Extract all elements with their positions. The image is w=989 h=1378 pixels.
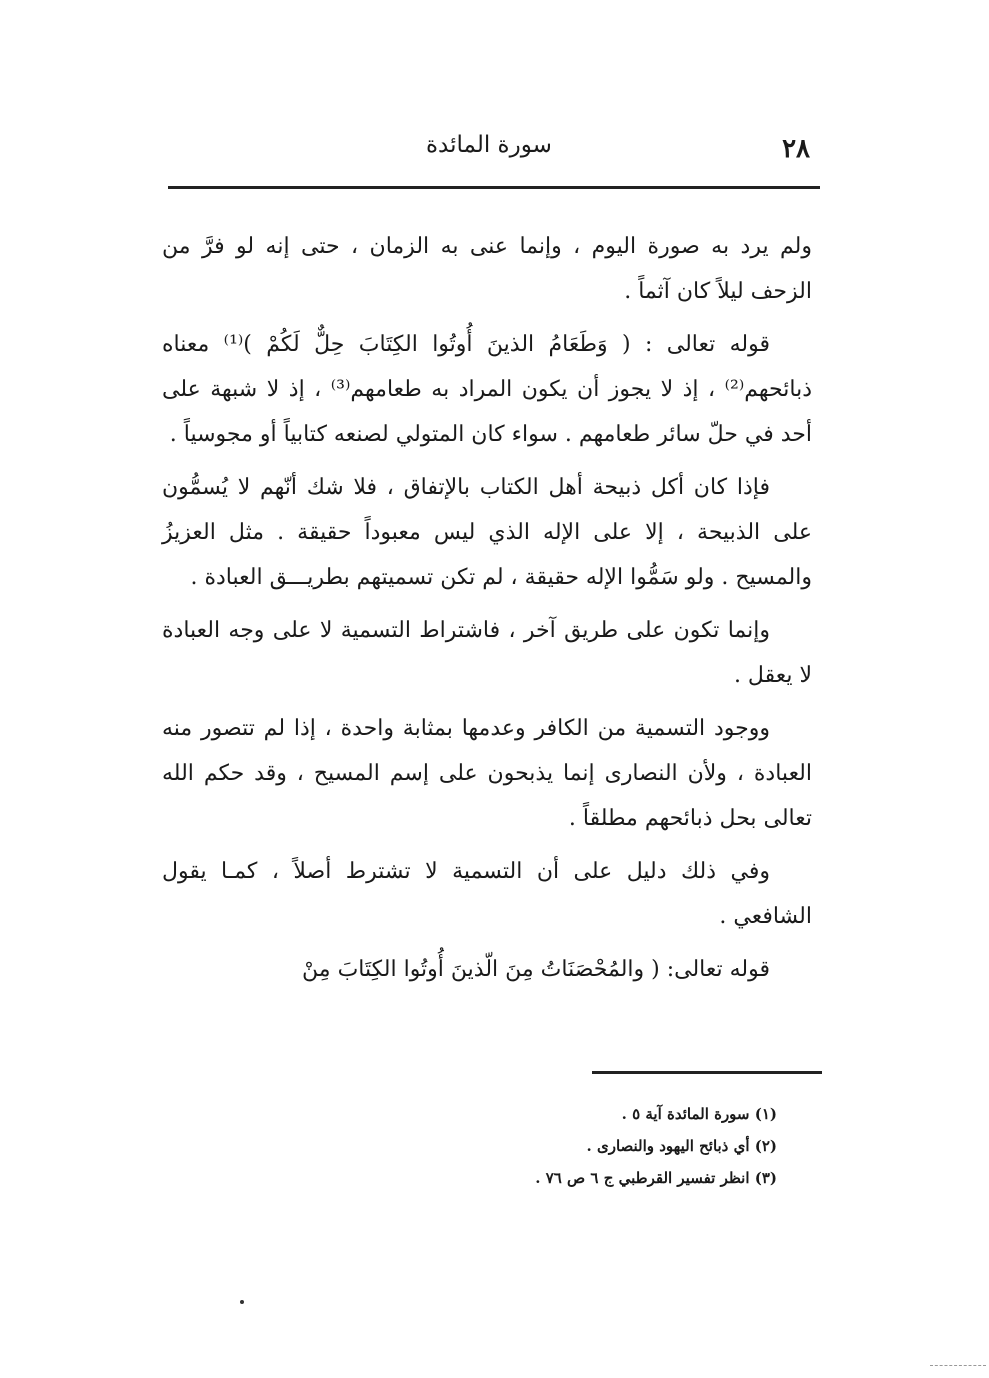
page-number: ٢٨ — [782, 134, 810, 164]
body-text — [162, 224, 812, 1000]
page-header — [168, 128, 816, 168]
footnote-1: (١) سورة المائدة آية ٥ . — [621, 1105, 777, 1123]
paragraph-7: قوله تعالى: ( والمُحْصَنَاتُ مِنَ الّذينَ أُوتُوا الكِتَابَ مِنْ — [302, 957, 770, 982]
footnote-3: (٣) انظر تفسير القرطبي ج ٦ ص ٧٦ . — [535, 1169, 777, 1187]
paragraph-3: فإذا كان أكل ذبيحة أهل الكتاب بالإتفاق ، فلا شك أنّهم لا يُسمُّون على الذبيحة ، إلا على الإله الذي ليس معبوداً حقيقة . مثل العزيزُ والمسيح . ولو سَمُّوا الإله حقيقة ، لم تكن تسميتهم بطريـــق العبادة . — [162, 475, 812, 590]
paragraph-5: ووجود التسمية من الكافر وعدمها بمثابة واحدة ، إذا لم تتصور منه العبادة ، ولأن النصارى إنما يذبحون على إسم المسيح ، وقد حكم الله تعالى بحل ذبائحهم مطلقاً . — [162, 716, 812, 831]
footnotes — [357, 1098, 777, 1194]
running-title: سورة المائدة — [426, 132, 552, 158]
scan-speck — [240, 1300, 244, 1304]
paragraph-1: ولم يرد به صورة اليوم ، وإنما عنى به الزمان ، حتى إنه لو فرَّ من الزحف ليلاً كان آثماً . — [162, 234, 812, 304]
footnote-2: (٢) أي ذبائح اليهود والنصارى . — [586, 1137, 777, 1155]
scan-edge-mark — [930, 1365, 986, 1367]
header-rule — [168, 186, 820, 189]
paragraph-6: وفي ذلك دليل على أن التسمية لا تشترط أصلاً ، كمـا يقول الشافعي . — [162, 859, 812, 929]
paragraph-2: قوله تعالى : ( وَطَعَامُ الذينَ أُوتُوا الكِتَابَ حِلٌّ لَكُمْ )⁽¹⁾ معناه ذبائحهم⁽²⁾ ، إذ لا يجوز أن يكون المراد به طعامهم⁽³⁾ ، إذ لا شبهة على أحد في حلّ سائر طعامهم . سواء كان المتولي لصنعه كتابياً أو مجوسياً . — [162, 332, 812, 447]
footnote-rule — [592, 1071, 822, 1074]
paragraph-4: وإنما تكون على طريق آخر ، فاشتراط التسمية لا على وجه العبادة لا يعقل . — [162, 618, 812, 688]
